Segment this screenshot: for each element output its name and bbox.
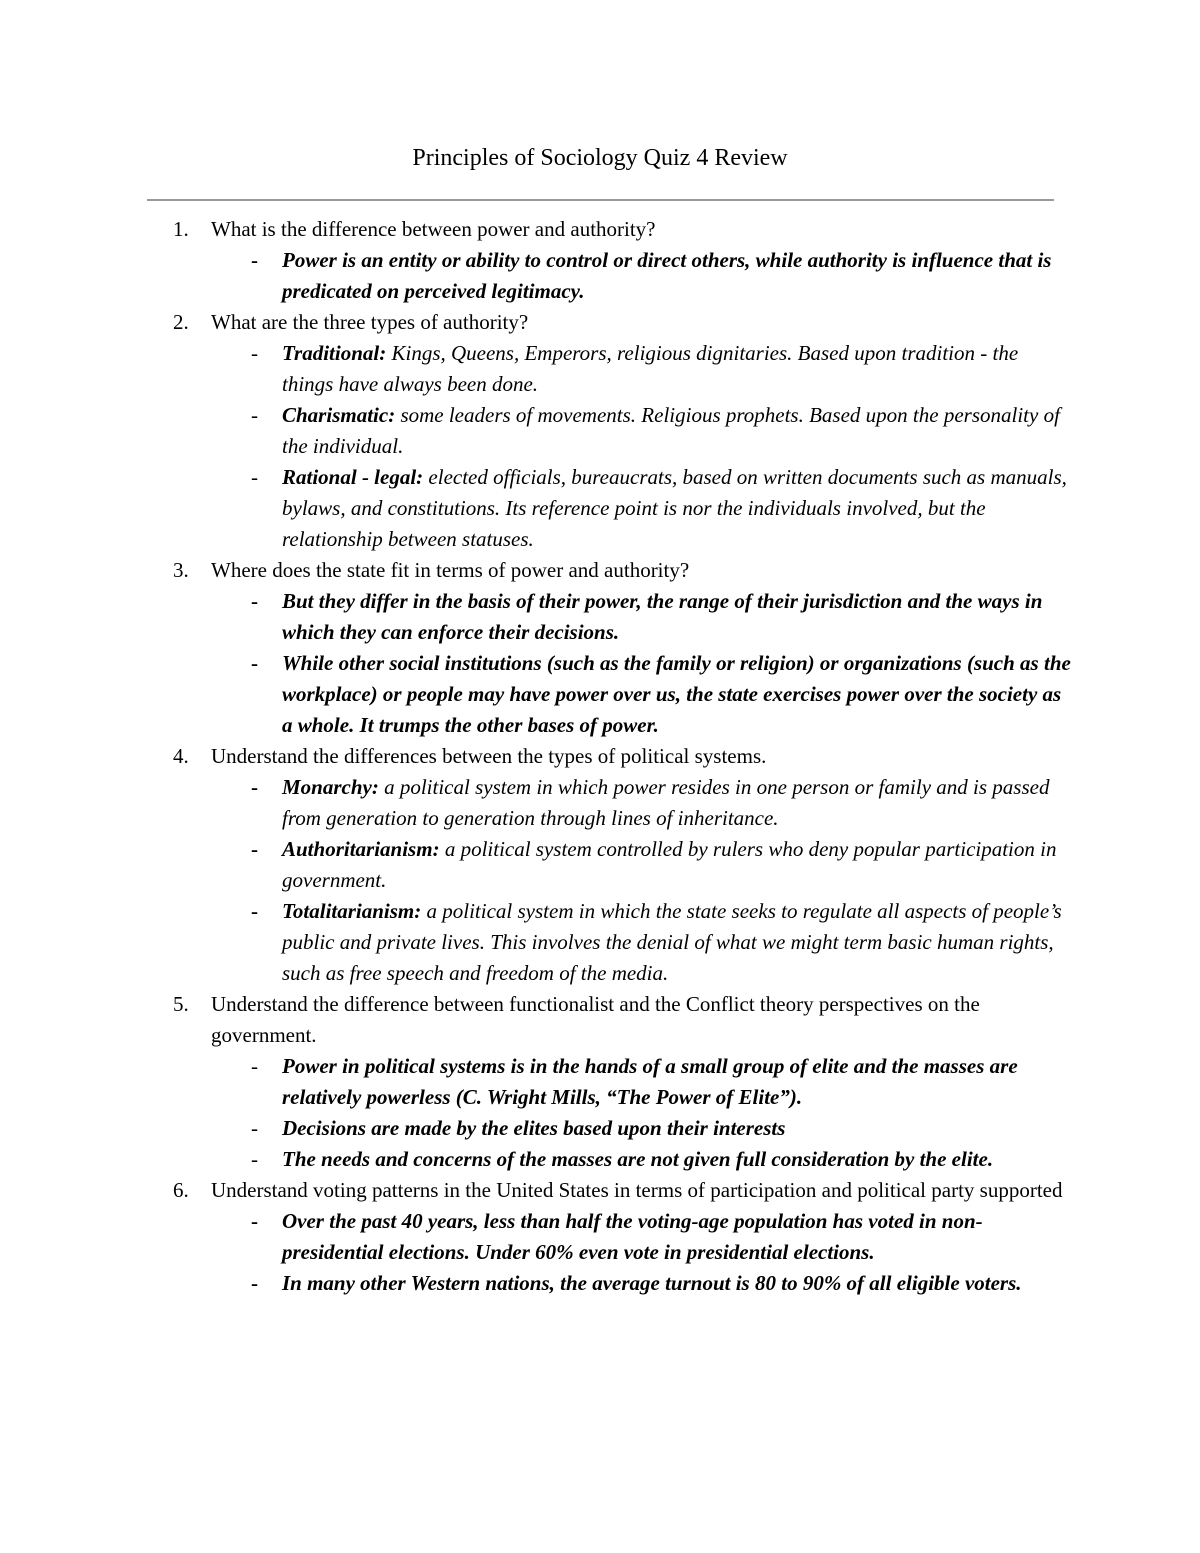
answer-item — [173, 338, 1073, 400]
answer-dash: - — [251, 341, 258, 365]
question-2 — [173, 307, 1073, 338]
answer-dash: - — [251, 651, 258, 675]
question-number: 1. — [173, 217, 189, 241]
answer-text: In many other Western nations, the average turnout is 80 to 90% of all eligible voters. — [282, 1271, 1022, 1295]
answer-dash: - — [251, 1147, 258, 1171]
answer-item — [173, 834, 1073, 896]
question-number: 3. — [173, 558, 189, 582]
answer-text: Power is an entity or ability to control or direct others, while authority is influence that is predicated on perceived legitimacy. — [282, 248, 1052, 303]
answer-text: some leaders of movements. Religious prophets. Based upon the personality of the individual. — [282, 403, 1060, 458]
answer-item — [173, 586, 1073, 648]
question-5 — [173, 989, 1073, 1051]
question-list — [173, 214, 1073, 1299]
answer-text: The needs and concerns of the masses are not given full consideration by the elite. — [282, 1147, 994, 1171]
answer-item — [173, 1113, 1073, 1144]
answer-item — [173, 1144, 1073, 1175]
answer-text: a political system in which the state seeks to regulate all aspects of people’s public and private lives. This involves the denial of what we might term basic human rights, such as free speech and freedom of the media. — [282, 899, 1062, 985]
question-text: Where does the state fit in terms of power and authority? — [211, 558, 690, 582]
answer-dash: - — [251, 248, 258, 272]
answer-term: Totalitarianism: — [282, 899, 422, 923]
answer-term: Monarchy: — [282, 775, 379, 799]
answer-dash: - — [251, 899, 258, 923]
answer-dash: - — [251, 1209, 258, 1233]
question-number: 4. — [173, 744, 189, 768]
answer-text: While other social institutions (such as the family or religion) or organizations (such as the workplace) or people may have power over us, the state exercises power over the society as a whole. It trumps the other bases of power. — [282, 651, 1071, 737]
question-number: 5. — [173, 992, 189, 1016]
answer-text: a political system in which power resides in one person or family and is passed from generation to generation through lines of inheritance. — [282, 775, 1050, 830]
page-title: Principles of Sociology Quiz 4 Review — [412, 145, 788, 171]
question-text: Understand voting patterns in the United States in terms of participation and political party supported — [211, 1178, 1063, 1202]
answer-text: Decisions are made by the elites based upon their interests — [282, 1116, 786, 1140]
answer-text: Kings, Queens, Emperors, religious dignitaries. Based upon tradition - the things have always been done. — [282, 341, 1019, 396]
question-text: What are the three types of authority? — [211, 310, 529, 334]
answer-item — [173, 648, 1073, 741]
answer-dash: - — [251, 837, 258, 861]
question-6 — [173, 1175, 1073, 1206]
answer-item — [173, 462, 1073, 555]
answer-text: Power in political systems is in the hands of a small group of elite and the masses are relatively powerless (C. Wright Mills, “The Power of Elite”). — [282, 1054, 1018, 1109]
answer-item — [173, 1268, 1073, 1299]
answer-item — [173, 1206, 1073, 1268]
question-text: Understand the difference between functionalist and the Conflict theory perspectives on the government. — [211, 992, 980, 1047]
answer-dash: - — [251, 465, 258, 489]
question-1 — [173, 214, 1073, 245]
answer-term: Traditional: — [282, 341, 387, 365]
answer-term: Authoritarianism: — [282, 837, 440, 861]
answer-item — [173, 400, 1073, 462]
question-text: What is the difference between power and authority? — [211, 217, 656, 241]
answer-dash: - — [251, 403, 258, 427]
answer-text: But they differ in the basis of their power, the range of their jurisdiction and the ways in which they can enforce their decisions. — [282, 589, 1043, 644]
question-4 — [173, 741, 1073, 772]
answer-text: Over the past 40 years, less than half the voting-age population has voted in non-presidential elections. Under 60% even vote in presidential elections. — [282, 1209, 983, 1264]
question-number: 2. — [173, 310, 189, 334]
answer-text: a political system controlled by rulers who deny popular participation in government. — [282, 837, 1057, 892]
title-divider — [147, 199, 1054, 201]
answer-dash: - — [251, 775, 258, 799]
answer-text: elected officials, bureaucrats, based on written documents such as manuals, bylaws, and constitutions. Its reference point is nor the individuals involved, but the relationship between statuses. — [282, 465, 1067, 551]
answer-term: Rational - legal: — [282, 465, 424, 489]
answer-dash: - — [251, 1054, 258, 1078]
answer-item — [173, 896, 1073, 989]
answer-item — [173, 1051, 1073, 1113]
answer-dash: - — [251, 589, 258, 613]
question-text: Understand the differences between the types of political systems. — [211, 744, 767, 768]
answer-term: Charismatic: — [282, 403, 396, 427]
answer-dash: - — [251, 1116, 258, 1140]
answer-dash: - — [251, 1271, 258, 1295]
question-3 — [173, 555, 1073, 586]
answer-item — [173, 245, 1073, 307]
answer-item — [173, 772, 1073, 834]
question-number: 6. — [173, 1178, 189, 1202]
